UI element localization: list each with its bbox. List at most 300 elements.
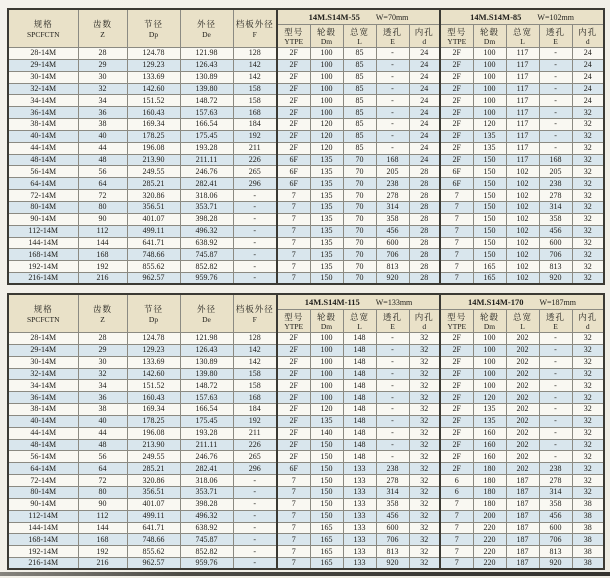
value-cell: 2F (277, 380, 310, 392)
value-cell: 133 (343, 510, 376, 522)
value-cell: 220 (473, 546, 506, 558)
sub-header-ytpe-code: YTPE (284, 36, 304, 46)
value-cell: 32 (572, 190, 604, 202)
value-cell: 100 (310, 333, 343, 345)
value-cell: 100 (473, 368, 506, 380)
value-cell: 64 (78, 178, 127, 190)
value-cell: 100 (310, 107, 343, 119)
value-cell: 202 (506, 368, 539, 380)
value-cell: 70 (343, 225, 376, 237)
value-cell: 28 (409, 225, 440, 237)
value-cell: 2F (277, 404, 310, 416)
value-cell: 135 (310, 249, 343, 261)
value-cell: 2F (440, 392, 473, 404)
value-cell: - (376, 119, 409, 131)
value-cell: 40 (78, 415, 127, 427)
sub-header-d-zh: 内孔 (578, 311, 598, 322)
value-cell: 32 (572, 475, 604, 487)
value-cell: 32 (572, 427, 604, 439)
value-cell: 102 (506, 190, 539, 202)
value-cell: 238 (539, 178, 572, 190)
group-model: 14M.S14M-170 (468, 296, 524, 307)
spec-table-lower (7, 293, 605, 570)
spec-cell: 192-14M (8, 546, 78, 558)
value-cell: 314 (376, 486, 409, 498)
column-header-f-code: F (252, 29, 257, 39)
value-cell: 226 (233, 439, 277, 451)
value-cell: 32 (409, 368, 440, 380)
spec-cell: 44-14M (8, 142, 78, 154)
value-cell: 32 (409, 427, 440, 439)
value-cell: 117 (506, 83, 539, 95)
value-cell: 187 (506, 510, 539, 522)
value-cell: 24 (572, 48, 604, 60)
value-cell: 205 (376, 166, 409, 178)
value-cell: 7 (277, 522, 310, 534)
value-cell: 28 (409, 178, 440, 190)
value-cell: 6F (440, 166, 473, 178)
column-header-de (180, 9, 233, 48)
value-cell: 133 (343, 498, 376, 510)
value-cell: 135 (473, 142, 506, 154)
sub-header-d (572, 25, 604, 48)
value-cell: 85 (343, 130, 376, 142)
value-cell: 32 (572, 119, 604, 131)
value-cell: 2F (277, 333, 310, 345)
value-cell: 168 (233, 392, 277, 404)
column-header-dp-zh: 节径 (143, 303, 163, 314)
value-cell: 135 (310, 261, 343, 273)
value-cell: 168 (539, 154, 572, 166)
value-cell: 70 (343, 213, 376, 225)
sub-header-dm (310, 310, 343, 333)
sub-header-dm-zh: 轮毂 (316, 26, 336, 37)
value-cell: 238 (539, 463, 572, 475)
value-cell: 7 (440, 522, 473, 534)
sub-header-e-zh: 透孔 (546, 26, 566, 37)
value-cell: 202 (506, 344, 539, 356)
value-cell: 356.51 (127, 201, 180, 213)
value-cell: 142 (233, 71, 277, 83)
column-header-f (233, 294, 277, 333)
value-cell: 2F (440, 404, 473, 416)
value-cell: 2F (440, 368, 473, 380)
value-cell: 296 (233, 463, 277, 475)
value-cell: 165 (473, 261, 506, 273)
value-cell: 318.06 (180, 475, 233, 487)
value-cell: - (539, 333, 572, 345)
value-cell: 2F (440, 427, 473, 439)
value-cell: 120 (310, 130, 343, 142)
table-row (8, 404, 604, 416)
sub-header-e-code: E (390, 36, 395, 46)
column-header-de-zh: 外径 (196, 18, 216, 29)
value-cell: 169.34 (127, 404, 180, 416)
value-cell: 29 (78, 59, 127, 71)
value-cell: 142.60 (127, 83, 180, 95)
value-cell: 117 (506, 154, 539, 166)
value-cell: 150 (473, 213, 506, 225)
column-header-dp-zh: 节径 (143, 18, 163, 29)
value-cell: 85 (343, 142, 376, 154)
value-cell: 32 (409, 498, 440, 510)
sub-header-d-zh: 内孔 (414, 26, 434, 37)
value-cell: 133 (343, 546, 376, 558)
value-cell: 32 (572, 178, 604, 190)
group-belt-width: W=102mm (537, 12, 574, 22)
value-cell: 165 (310, 522, 343, 534)
value-cell: 920 (539, 558, 572, 570)
value-cell: - (376, 439, 409, 451)
value-cell: 180 (473, 486, 506, 498)
value-cell: 748.66 (127, 534, 180, 546)
table-row (8, 190, 604, 202)
value-cell: 100 (310, 356, 343, 368)
value-cell: 226 (233, 154, 277, 166)
value-cell: 34 (78, 95, 127, 107)
value-cell: - (233, 558, 277, 570)
column-header-f-zh: 档板外径 (235, 18, 274, 29)
value-cell: 168 (78, 534, 127, 546)
value-cell: 7 (440, 190, 473, 202)
value-cell: 48 (78, 439, 127, 451)
spec-cell: 29-14M (8, 59, 78, 71)
value-cell: 852.82 (180, 261, 233, 273)
value-cell: 24 (409, 107, 440, 119)
value-cell: 7 (277, 498, 310, 510)
value-cell: 187 (506, 486, 539, 498)
value-cell: 32 (572, 392, 604, 404)
value-cell: 7 (277, 190, 310, 202)
spec-cell: 28-14M (8, 333, 78, 345)
value-cell: 2F (277, 368, 310, 380)
value-cell: 496.32 (180, 225, 233, 237)
sub-header-d (409, 25, 440, 48)
value-cell: 133 (343, 463, 376, 475)
value-cell: - (539, 380, 572, 392)
value-cell: 196.08 (127, 142, 180, 154)
sub-header-ytpe (440, 25, 473, 48)
value-cell: 100 (473, 344, 506, 356)
value-cell: - (376, 392, 409, 404)
value-cell: - (539, 71, 572, 83)
value-cell: 148 (343, 392, 376, 404)
value-cell: 150 (310, 475, 343, 487)
value-cell: 165 (310, 558, 343, 570)
table-row (8, 498, 604, 510)
value-cell: 32 (409, 558, 440, 570)
value-cell: 135 (310, 415, 343, 427)
value-cell: 32 (572, 368, 604, 380)
sub-header-l-zh: 总宽 (513, 26, 533, 37)
value-cell: 32 (78, 83, 127, 95)
value-cell: 7 (440, 534, 473, 546)
value-cell: 32 (572, 237, 604, 249)
spec-cell: 64-14M (8, 463, 78, 475)
value-cell: 144 (78, 237, 127, 249)
value-cell: - (539, 368, 572, 380)
sub-header-e (539, 25, 572, 48)
value-cell: 320.86 (127, 190, 180, 202)
value-cell: 112 (78, 510, 127, 522)
group-model: 14M.S14M-55 (308, 11, 360, 22)
value-cell: 246.76 (180, 166, 233, 178)
sub-header-dm-code: Dm (483, 321, 496, 331)
table-row (8, 333, 604, 345)
value-cell: 135 (310, 225, 343, 237)
value-cell: 102 (506, 249, 539, 261)
value-cell: 192 (233, 415, 277, 427)
value-cell: 178.25 (127, 130, 180, 142)
value-cell: 32 (572, 356, 604, 368)
value-cell: 200 (473, 510, 506, 522)
value-cell: 213.90 (127, 439, 180, 451)
value-cell: 160 (473, 427, 506, 439)
value-cell: 28 (78, 333, 127, 345)
value-cell: 2F (440, 119, 473, 131)
value-cell: 7 (440, 261, 473, 273)
value-cell: 962.57 (127, 273, 180, 285)
spec-cell: 90-14M (8, 213, 78, 225)
value-cell: 32 (78, 368, 127, 380)
value-cell: 150 (473, 154, 506, 166)
value-cell: 128 (233, 48, 277, 60)
value-cell: - (376, 59, 409, 71)
value-cell: - (539, 48, 572, 60)
sub-header-d-code: d (585, 36, 590, 46)
value-cell: - (376, 404, 409, 416)
spec-cell: 168-14M (8, 534, 78, 546)
value-cell: 2F (277, 71, 310, 83)
value-cell: - (539, 439, 572, 451)
value-cell: 158 (233, 368, 277, 380)
value-cell: 100 (473, 356, 506, 368)
value-cell: 70 (343, 201, 376, 213)
table-row (8, 201, 604, 213)
value-cell: 38 (78, 404, 127, 416)
value-cell: 100 (310, 95, 343, 107)
value-cell: 456 (539, 510, 572, 522)
value-cell: 2F (440, 83, 473, 95)
value-cell: 813 (539, 261, 572, 273)
value-cell: 130.89 (180, 356, 233, 368)
column-header-spcfctn-code: SPCFCTN (26, 314, 60, 324)
value-cell: 24 (409, 59, 440, 71)
value-cell: 7 (277, 534, 310, 546)
spec-cell: 32-14M (8, 83, 78, 95)
value-cell: 148 (343, 439, 376, 451)
column-header-dp-code: Dp (148, 314, 159, 324)
value-cell: - (376, 83, 409, 95)
value-cell: - (376, 95, 409, 107)
value-cell: 148 (343, 451, 376, 463)
column-header-spcfctn-code: SPCFCTN (26, 29, 60, 39)
table-row (8, 475, 604, 487)
value-cell: 6F (277, 463, 310, 475)
value-cell: 7 (440, 237, 473, 249)
table-row (8, 225, 604, 237)
value-cell: 32 (409, 475, 440, 487)
value-cell: - (233, 510, 277, 522)
value-cell: 70 (343, 166, 376, 178)
value-cell: - (376, 415, 409, 427)
value-cell: 32 (572, 451, 604, 463)
spec-cell: 80-14M (8, 486, 78, 498)
value-cell: 102 (506, 237, 539, 249)
value-cell: 32 (409, 404, 440, 416)
value-cell: 24 (409, 154, 440, 166)
value-cell: 32 (572, 415, 604, 427)
value-cell: 148 (343, 356, 376, 368)
value-cell: 32 (572, 404, 604, 416)
value-cell: 496.32 (180, 510, 233, 522)
sub-header-dm (310, 25, 343, 48)
sub-header-l-code: L (520, 36, 525, 46)
value-cell: 706 (539, 534, 572, 546)
value-cell: 2F (277, 451, 310, 463)
value-cell: - (233, 534, 277, 546)
sub-header-e-code: E (390, 321, 395, 331)
value-cell: 175.45 (180, 130, 233, 142)
table-row (8, 166, 604, 178)
value-cell: 102 (506, 166, 539, 178)
table-row (8, 427, 604, 439)
value-cell: 34 (78, 380, 127, 392)
table-row (8, 510, 604, 522)
value-cell: 150 (310, 498, 343, 510)
spec-cell: 64-14M (8, 178, 78, 190)
sub-header-l-code: L (520, 321, 525, 331)
sub-header-l (343, 310, 376, 333)
value-cell: 38 (572, 534, 604, 546)
value-cell: 499.11 (127, 225, 180, 237)
value-cell: 32 (409, 333, 440, 345)
value-cell: 30 (78, 71, 127, 83)
value-cell: 135 (310, 213, 343, 225)
value-cell: 160.43 (127, 392, 180, 404)
value-cell: 24 (572, 95, 604, 107)
value-cell: - (233, 201, 277, 213)
table-row (8, 237, 604, 249)
value-cell: 2F (440, 130, 473, 142)
column-header-z (78, 294, 127, 333)
value-cell: 165 (310, 534, 343, 546)
spec-cell: 34-14M (8, 380, 78, 392)
spec-cell: 40-14M (8, 415, 78, 427)
value-cell: 100 (310, 380, 343, 392)
spec-cell: 30-14M (8, 71, 78, 83)
spec-cell: 144-14M (8, 237, 78, 249)
value-cell: 160.43 (127, 107, 180, 119)
value-cell: 38 (572, 498, 604, 510)
value-cell: 80 (78, 486, 127, 498)
value-cell: 852.82 (180, 546, 233, 558)
value-cell: 117 (506, 142, 539, 154)
value-cell: 2F (277, 142, 310, 154)
spec-cell: 28-14M (8, 48, 78, 60)
value-cell: 353.71 (180, 486, 233, 498)
value-cell: 102 (506, 261, 539, 273)
value-cell: 600 (539, 522, 572, 534)
value-cell: 220 (473, 534, 506, 546)
value-cell: 150 (473, 166, 506, 178)
value-cell: - (233, 273, 277, 285)
column-header-z-code: Z (100, 314, 105, 324)
value-cell: 216 (78, 273, 127, 285)
value-cell: 32 (572, 273, 604, 285)
value-cell: 32 (409, 510, 440, 522)
sub-header-l (506, 25, 539, 48)
value-cell: 7 (440, 213, 473, 225)
value-cell: 282.41 (180, 178, 233, 190)
value-cell: - (376, 344, 409, 356)
sub-header-l-zh: 总宽 (349, 311, 369, 322)
value-cell: 2F (440, 154, 473, 166)
value-cell: - (376, 427, 409, 439)
value-cell: 282.41 (180, 463, 233, 475)
value-cell: 38 (572, 546, 604, 558)
sub-header-ytpe (277, 310, 310, 333)
value-cell: 7 (277, 510, 310, 522)
value-cell: 398.28 (180, 213, 233, 225)
sub-header-ytpe-zh: 型号 (284, 311, 304, 322)
value-cell: 2F (440, 107, 473, 119)
value-cell: 148 (343, 333, 376, 345)
value-cell: 28 (409, 237, 440, 249)
value-cell: 249.55 (127, 166, 180, 178)
value-cell: 32 (572, 463, 604, 475)
value-cell: 117 (506, 130, 539, 142)
value-cell: - (233, 225, 277, 237)
value-cell: 7 (277, 261, 310, 273)
value-cell: 180 (473, 463, 506, 475)
value-cell: 32 (572, 439, 604, 451)
table-row (8, 142, 604, 154)
value-cell: 120 (310, 142, 343, 154)
value-cell: 641.71 (127, 237, 180, 249)
value-cell: 211 (233, 142, 277, 154)
value-cell: 2F (277, 48, 310, 60)
sub-header-e (376, 310, 409, 333)
table-row (8, 130, 604, 142)
spec-cell: 168-14M (8, 249, 78, 261)
value-cell: 2F (440, 415, 473, 427)
value-cell: 2F (277, 107, 310, 119)
table-row (8, 546, 604, 558)
value-cell: 28 (409, 213, 440, 225)
table-row (8, 249, 604, 261)
value-cell: 401.07 (127, 213, 180, 225)
value-cell: 202 (506, 404, 539, 416)
value-cell: 165 (310, 546, 343, 558)
sub-header-ytpe-zh: 型号 (447, 311, 467, 322)
value-cell: 135 (473, 404, 506, 416)
sub-header-l-zh: 总宽 (349, 26, 369, 37)
value-cell: 32 (572, 486, 604, 498)
sub-header-ytpe-code: YTPE (447, 36, 467, 46)
value-cell: 135 (310, 237, 343, 249)
value-cell: 32 (572, 249, 604, 261)
value-cell: 6F (277, 154, 310, 166)
value-cell: 2F (277, 356, 310, 368)
value-cell: - (539, 107, 572, 119)
value-cell: 314 (539, 201, 572, 213)
sub-header-e-code: E (553, 36, 558, 46)
value-cell: 64 (78, 463, 127, 475)
value-cell: 28 (409, 166, 440, 178)
value-cell: 32 (572, 261, 604, 273)
value-cell: 38 (78, 119, 127, 131)
